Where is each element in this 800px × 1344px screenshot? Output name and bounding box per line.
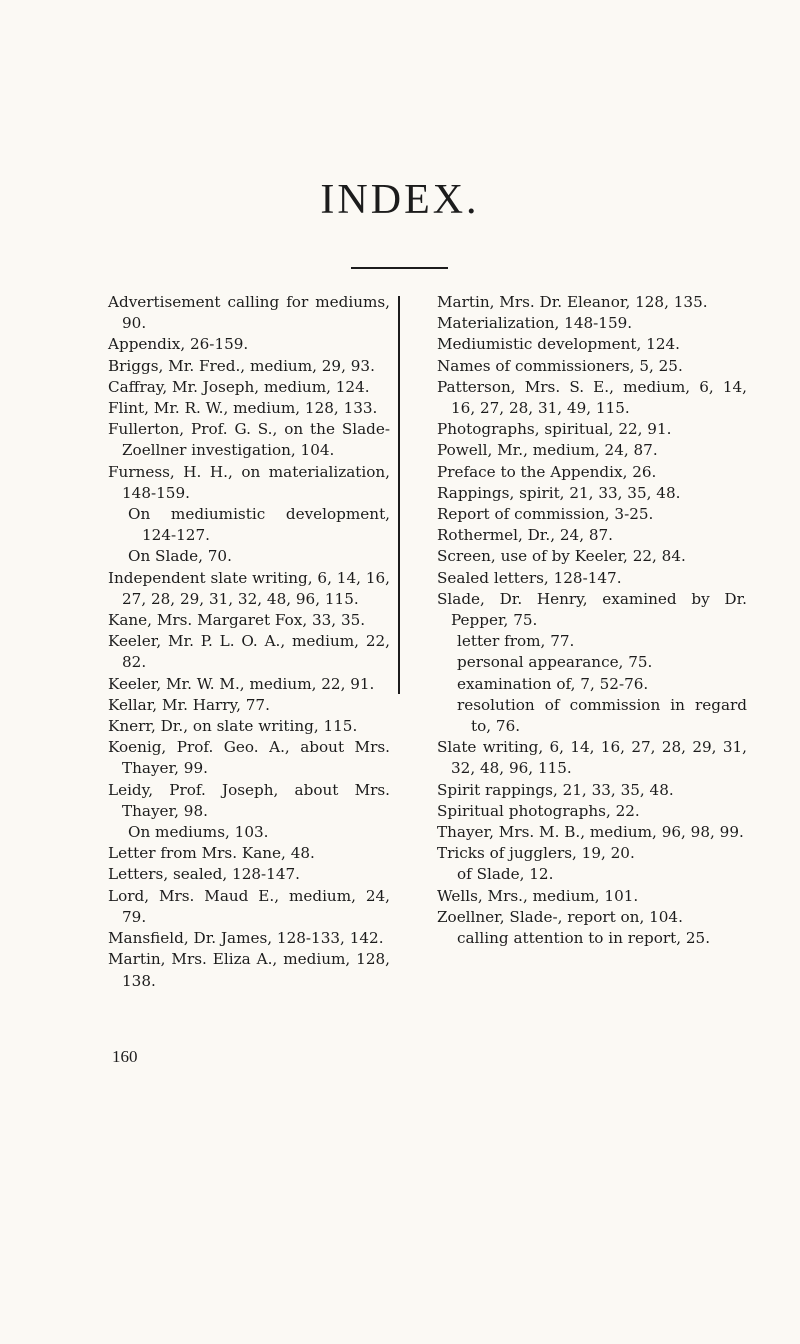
index-entry: Zoellner, Slade-, report on, 104. xyxy=(437,907,683,926)
index-subentry: calling attention to in report, 25. xyxy=(457,929,711,948)
title-rule xyxy=(351,267,448,269)
index-entry: Mansfield, Dr. James, 128-133, 142. xyxy=(108,929,384,948)
index-entry: Names of commissioners, 5, 25. xyxy=(437,356,683,375)
index-entry: Photographs, spiritual, 22, 91. xyxy=(437,420,672,439)
index-entry: Thayer, Mrs. M. B., medium, 96, 98, 99. xyxy=(437,823,744,842)
index-entry: Letters, sealed, 128-147. xyxy=(108,865,300,884)
index-subentry: letter from, 77. xyxy=(457,632,575,651)
index-entry: Fullerton, Prof. G. S., on the Slade-Zoellner investigation, 104. xyxy=(108,420,390,460)
index-entry: Lord, Mrs. Maud E., medium, 24, 79. xyxy=(108,886,390,926)
index-subentry: On Slade, 70. xyxy=(128,547,232,566)
index-entry: Furness, H. H., on materialization, 148-159. xyxy=(108,462,390,502)
column-divider xyxy=(398,296,400,694)
index-entry: Powell, Mr., medium, 24, 87. xyxy=(437,441,658,460)
index-entry: Kellar, Mr. Harry, 77. xyxy=(108,695,270,714)
index-entry: Patterson, Mrs. S. E., medium, 6, 14, 16, 27, 28, 31, 49, 115. xyxy=(437,377,747,418)
index-entry: Letter from Mrs. Kane, 48. xyxy=(108,844,315,863)
index-entry: Advertisement calling for mediums, 90. xyxy=(108,293,390,333)
index-entry: Slade, Dr. Henry, examined by Dr. Pepper, 75. xyxy=(437,589,747,630)
index-entry: Kane, Mrs. Margaret Fox, 33, 35. xyxy=(108,611,366,630)
index-entry: Briggs, Mr. Fred., medium, 29, 93. xyxy=(108,356,375,375)
page-title: INDEX. xyxy=(320,177,480,223)
index-entry: Leidy, Prof. Joseph, about Mrs. Thayer, 98. xyxy=(108,780,390,820)
index-entry: Materialization, 148-159. xyxy=(437,314,633,333)
index-subentry: On mediums, 103. xyxy=(128,823,269,842)
index-entry: Tricks of jugglers, 19, 20. xyxy=(437,844,635,863)
index-entry: Wells, Mrs., medium, 101. xyxy=(437,886,639,905)
index-entry: Spiritual photographs, 22. xyxy=(437,801,640,820)
index-subentry: On mediumistic development, 124-127. xyxy=(128,505,390,545)
index-entry: Rappings, spirit, 21, 33, 35, 48. xyxy=(437,483,681,502)
index-column-right xyxy=(437,292,747,949)
page-number: 160 xyxy=(112,1047,138,1066)
index-entry: Rothermel, Dr., 24, 87. xyxy=(437,526,613,545)
index-entry: Martin, Mrs. Dr. Eleanor, 128, 135. xyxy=(437,293,708,311)
index-entry: Knerr, Dr., on slate writing, 115. xyxy=(108,717,358,736)
index-entry: Spirit rappings, 21, 33, 35, 48. xyxy=(437,780,674,799)
index-entry: Report of commission, 3-25. xyxy=(437,505,654,524)
index-entry: Preface to the Appendix, 26. xyxy=(437,462,657,481)
index-entry: Slate writing, 6, 14, 16, 27, 28, 29, 31, 32, 48, 96, 115. xyxy=(437,738,747,778)
index-subentry: resolution of commission in regard to, 76. xyxy=(457,695,747,736)
index-subentry: personal appearance, 75. xyxy=(457,653,653,672)
index-column-left xyxy=(108,292,390,992)
index-entry: Keeler, Mr. W. M., medium, 22, 91. xyxy=(108,674,375,693)
index-entry: Flint, Mr. R. W., medium, 128, 133. xyxy=(108,399,378,418)
index-entry: Appendix, 26-159. xyxy=(108,335,249,354)
index-entry: Independent slate writing, 6, 14, 16, 27, 28, 29, 31, 32, 48, 96, 115. xyxy=(108,568,390,608)
index-entry: Keeler, Mr. P. L. O. A., medium, 22, 82. xyxy=(108,632,390,672)
index-subentry: of Slade, 12. xyxy=(457,865,554,884)
index-entry: Martin, Mrs. Eliza A., medium, 128, 138. xyxy=(108,950,390,990)
index-subentry: examination of, 7, 52-76. xyxy=(457,674,649,693)
index-entry: Mediumistic development, 124. xyxy=(437,335,680,354)
index-entry: Screen, use of by Keeler, 22, 84. xyxy=(437,547,686,566)
index-entry: Koenig, Prof. Geo. A., about Mrs. Thayer, 99. xyxy=(108,738,390,778)
index-entry: Sealed letters, 128-147. xyxy=(437,568,622,587)
index-entry: Caffray, Mr. Joseph, medium, 124. xyxy=(108,377,370,396)
